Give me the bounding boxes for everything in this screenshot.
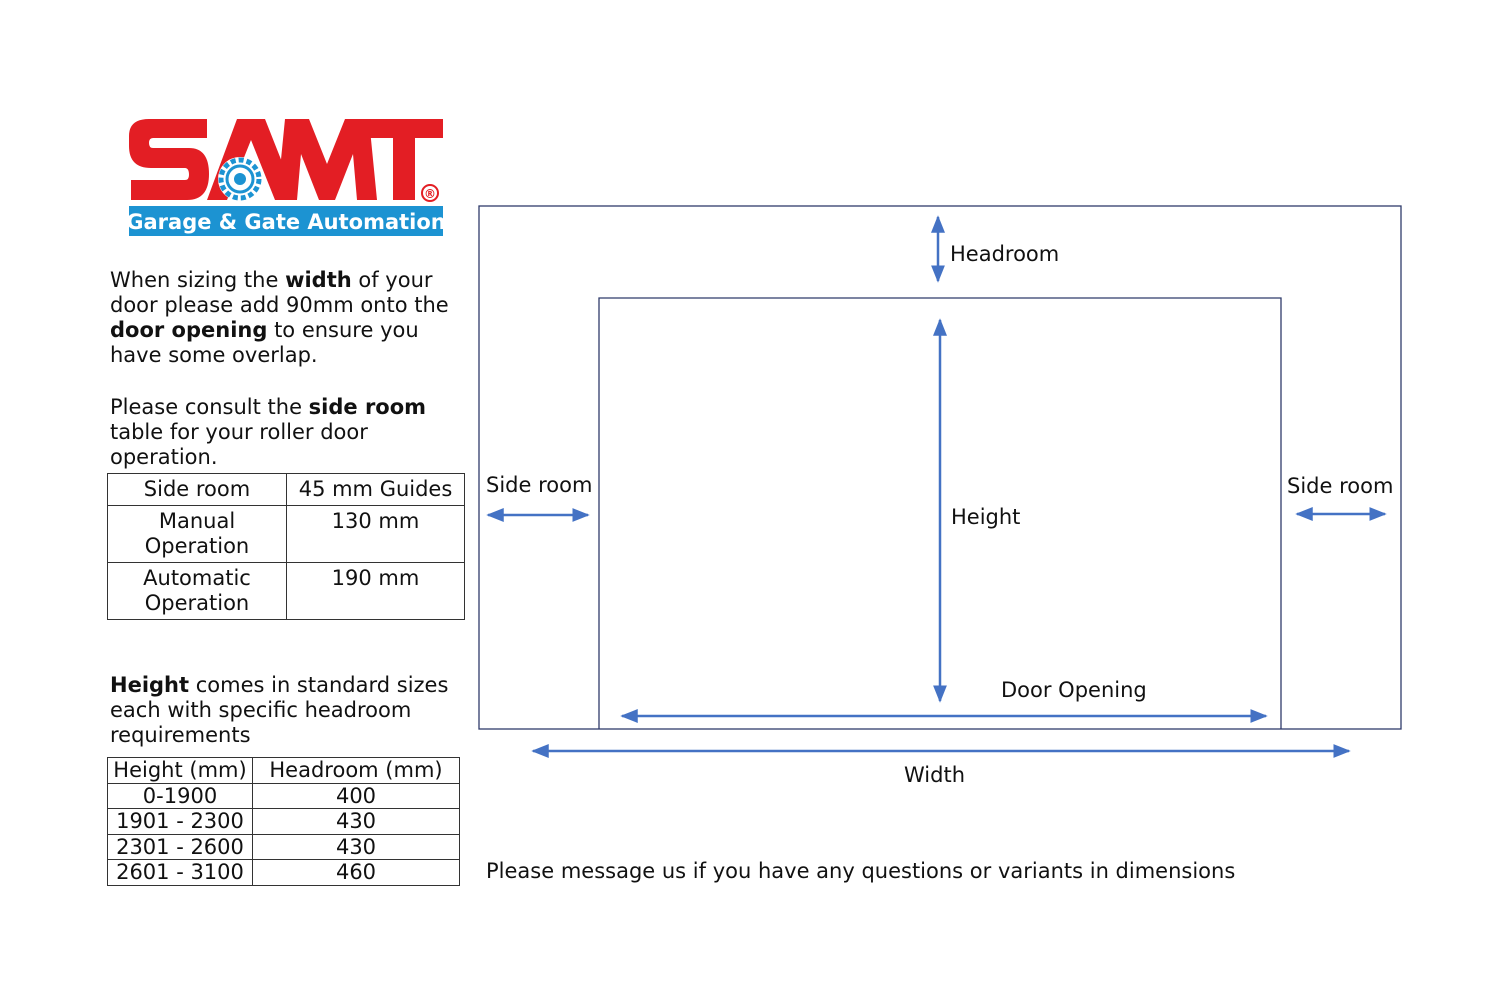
height-note: Height comes in standard sizes each with specific headroom requirements [110,673,449,747]
side-room-left-label: Side room [486,473,593,497]
table-cell-label: Manual Operation [108,506,287,563]
side-room-instructions: Please consult the side room table for your roller door operation. [110,395,427,469]
table-cell-height: 2301 - 2600 [108,834,253,860]
side-room-right-label: Side room [1287,474,1394,498]
table-cell-headroom: 430 [253,809,460,835]
width-instructions: When sizing the width of your door please add 90mm onto the door opening to ensure you have some overlap. [110,268,449,367]
door-opening-label: Door Opening [1001,678,1147,702]
table-header-cell: 45 mm Guides [287,474,465,506]
table-header-cell: Side room [108,474,287,506]
headroom-label: Headroom [950,242,1060,266]
table-cell-label: Automatic Operation [108,563,287,620]
logo-tagline: Garage & Gate Automation [127,210,446,234]
table-cell-headroom: 430 [253,834,460,860]
width-label: Width [904,763,966,787]
table-header-cell: Headroom (mm) [253,758,460,784]
table-cell-height: 2601 - 3100 [108,860,253,886]
contact-note: Please message us if you have any questions or variants in dimensions [486,859,1236,883]
table-cell-headroom: 400 [253,783,460,809]
table-cell-value: 130 mm [287,506,465,563]
table-cell-height: 1901 - 2300 [108,809,253,835]
registered-mark: ® [424,187,436,201]
table-header-cell: Height (mm) [108,758,253,784]
height-label: Height [951,505,1021,529]
table-cell-height: 0-1900 [108,783,253,809]
table-cell-headroom: 460 [253,860,460,886]
table-cell-value: 190 mm [287,563,465,620]
